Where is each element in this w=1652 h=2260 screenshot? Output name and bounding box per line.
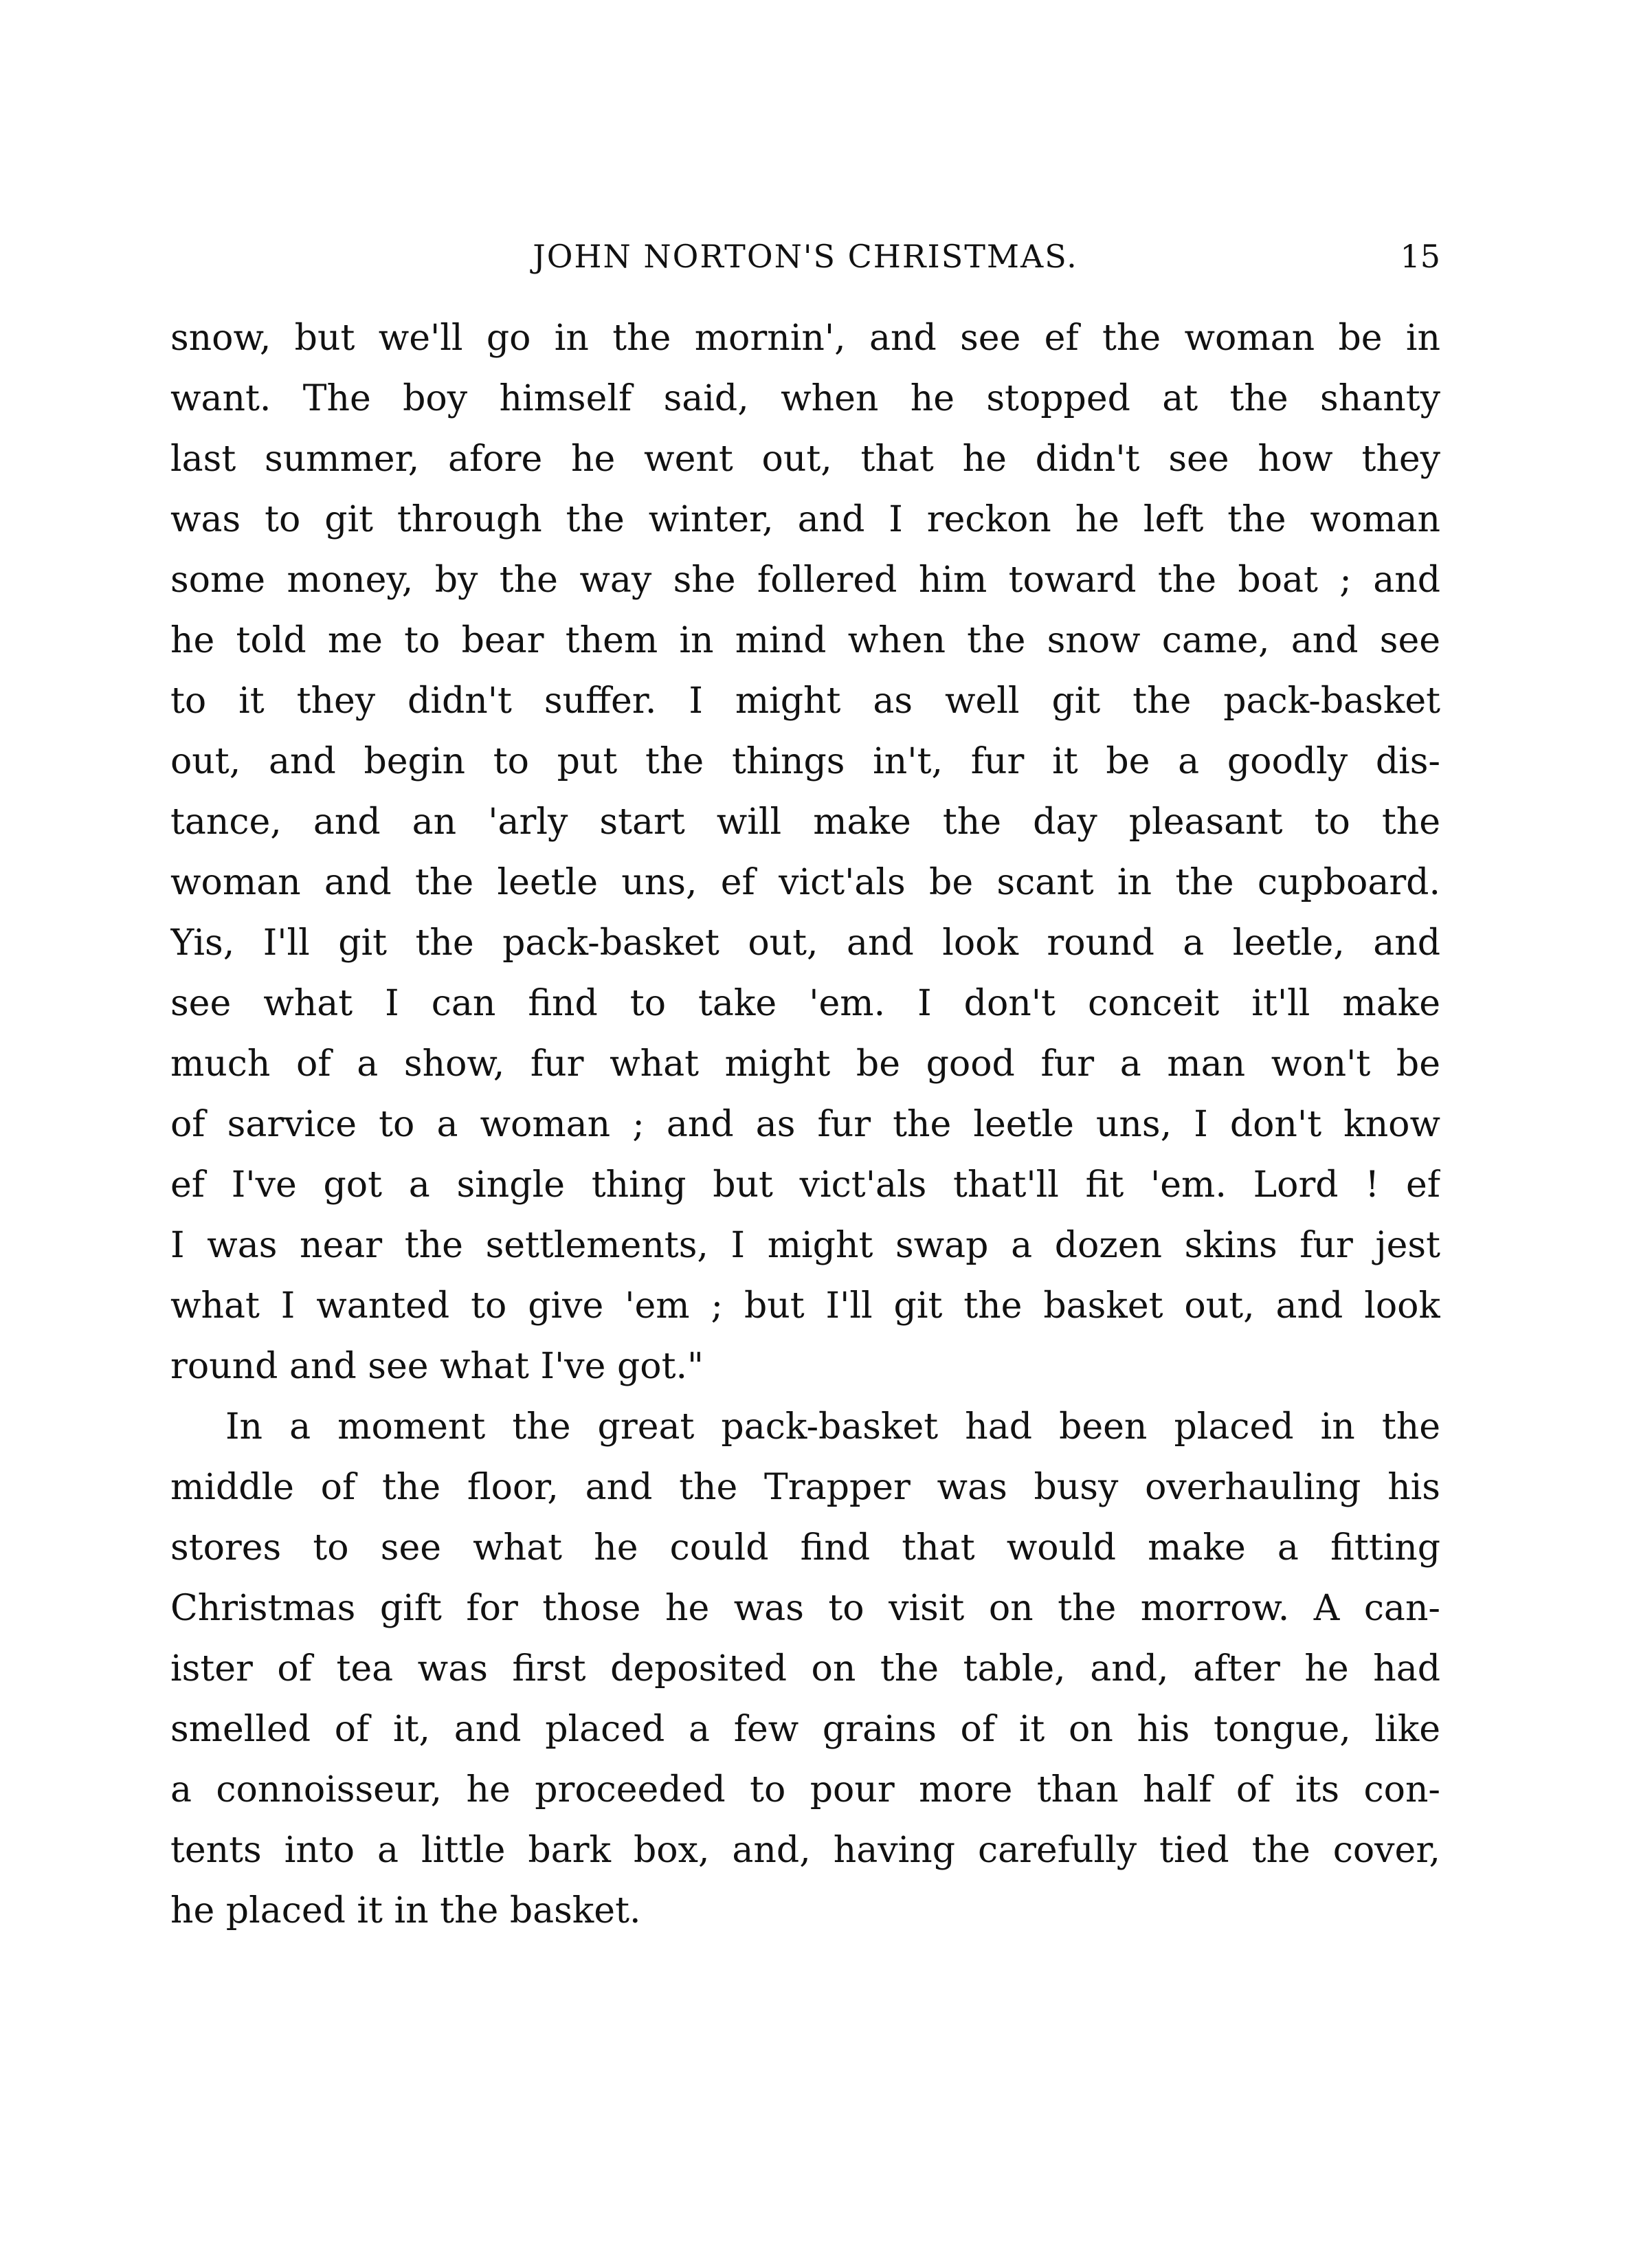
text-line: Christmas gift for those he was to visit on the morrow. A can-	[170, 1588, 1440, 1629]
text-line: much of a show, fur what might be good fur a man won't be	[170, 1043, 1440, 1085]
text-line: want. The boy himself said, when he stopped at the shanty	[170, 378, 1440, 419]
text-line: was to git through the winter, and I reckon he left the woman	[170, 499, 1440, 540]
text-line: a connoisseur, he proceeded to pour more than half of its con-	[170, 1769, 1440, 1810]
text-line: what I wanted to give 'em ; but I'll git the basket out, and look	[170, 1285, 1440, 1327]
text-line: ef I've got a single thing but vict'als that'll fit 'em. Lord ! ef	[170, 1164, 1440, 1206]
text-line: woman and the leetle uns, ef vict'als be scant in the cupboard.	[170, 862, 1440, 903]
body-text	[170, 308, 1440, 1941]
text-line: of sarvice to a woman ; and as fur the leetle uns, I don't know	[170, 1104, 1440, 1145]
text-line: some money, by the way she follered him toward the boat ; and	[170, 560, 1440, 601]
text-line: last summer, afore he went out, that he didn't see how they	[170, 439, 1440, 480]
paragraph-2	[170, 1397, 1440, 1941]
text-line: snow, but we'll go in the mornin', and see ef the woman be in	[170, 318, 1440, 359]
text-line: smelled of it, and placed a few grains of it on his tongue, like	[170, 1709, 1440, 1750]
text-line: In a moment the great pack-basket had been placed in the	[225, 1406, 1440, 1448]
text-line: see what I can find to take 'em. I don't conceit it'll make	[170, 983, 1440, 1024]
text-line: stores to see what he could find that would make a fitting	[170, 1527, 1440, 1569]
page-number: 15	[1400, 238, 1440, 275]
text-line: middle of the floor, and the Trapper was busy overhauling his	[170, 1467, 1440, 1508]
text-line: Yis, I'll git the pack-basket out, and look round a leetle, and	[170, 922, 1440, 964]
text-line: ister of tea was first deposited on the table, and, after he had	[170, 1648, 1440, 1690]
text-line: he placed it in the basket.	[170, 1890, 641, 1931]
text-line: out, and begin to put the things in't, fur it be a goodly dis-	[170, 741, 1440, 782]
text-line: to it they didn't suffer. I might as well git the pack-basket	[170, 680, 1440, 722]
paragraph-1	[170, 308, 1440, 1397]
text-line: I was near the settlements, I might swap a dozen skins fur jest	[170, 1225, 1440, 1266]
running-title: JOHN NORTON'S CHRISTMAS.	[533, 238, 1078, 275]
text-line: round and see what I've got."	[170, 1346, 704, 1387]
text-line: tance, and an 'arly start will make the day pleasant to the	[170, 801, 1440, 843]
text-line: he told me to bear them in mind when the snow came, and see	[170, 620, 1440, 661]
text-line: tents into a little bark box, and, having carefully tied the cover,	[170, 1830, 1440, 1871]
running-header	[170, 232, 1440, 280]
